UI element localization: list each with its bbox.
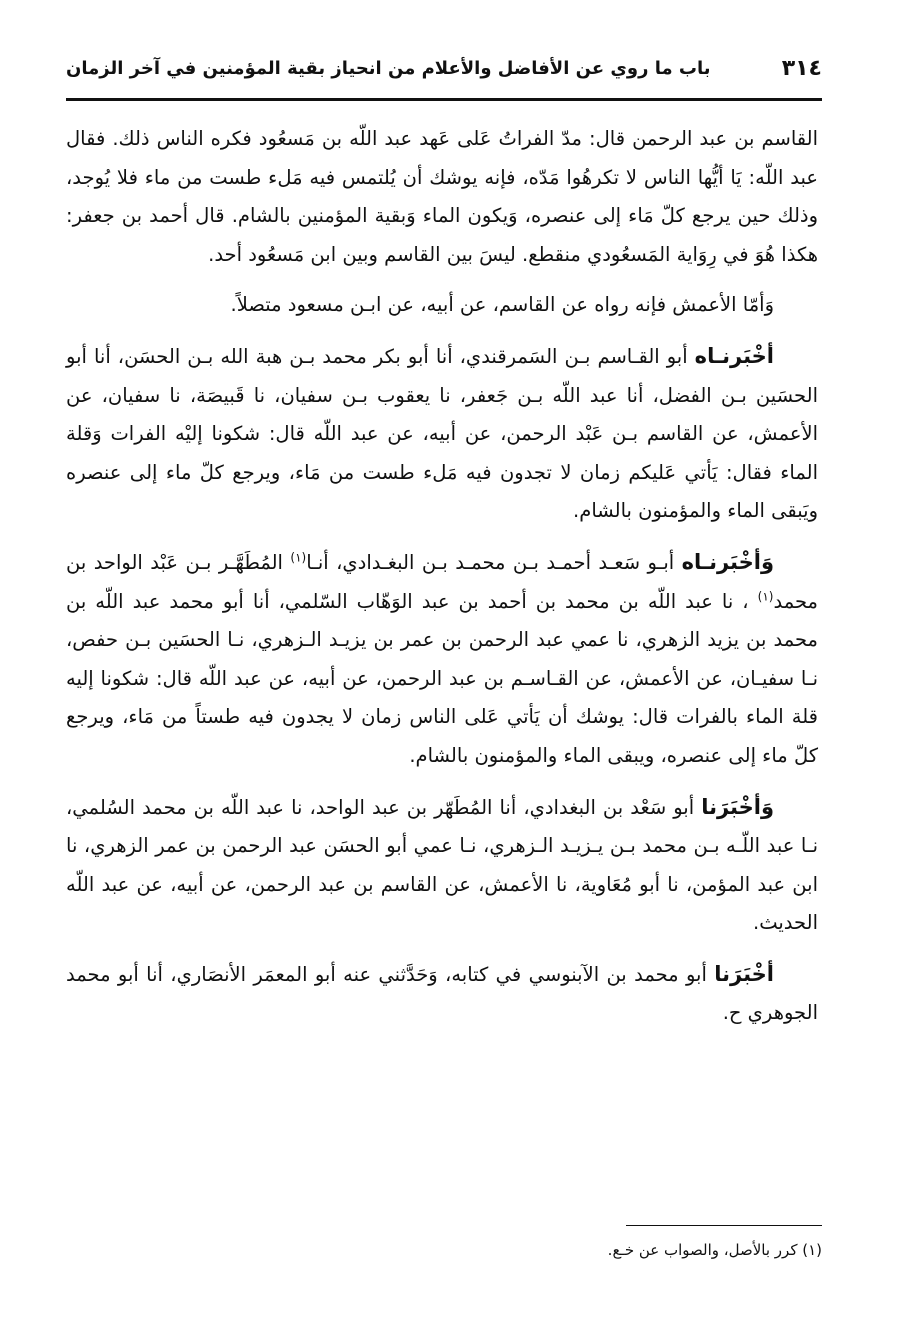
paragraph-lead-word: أخْبَرنـاه: [694, 343, 774, 368]
footnote-marker: (١): [757, 589, 774, 604]
paragraph: [66, 788, 818, 943]
paragraph-lead-word: وَأخْبَرنـاه: [681, 549, 774, 574]
paragraph: [66, 955, 818, 1033]
paragraph-lead-word: أخْبَرَنا: [714, 961, 774, 986]
paragraph-text: أبو القـاسم بـن السَمرقندي، أنا أبو بكر محمد بـن هبة الله بـن الحسَن، أنا أبو الحسَين بـن الفضل، أنا عبد اللّه بـن جَعفر، نا يعقوب بـن سفيان، نا قَبيصَة، نا سفيان، عن الأعمش، عن القاسم بـن عَبْد الرحمن، عن أبيه، عن عبد اللّه قال: شكونا إليْه الفرات وَقلة الماء فقال: يَأتي عَليكم زمان لا تجدون فيه مَلء طست من مَاء، ويرجع كلّ ماء إلى عنصره ويَبقى الماء والمؤمنون بالشام.: [66, 344, 818, 523]
paragraph-text: أبو محمد بن الآبنوسي في كتابه، وَحَدَّثني عنه أبو المعمَر الأنصَاري، أنا أبو محمد الجوهري ح.: [66, 962, 818, 1025]
running-title: باب ما روي عن الأفاضل والأعلام من انحياز بقية المؤمنين في آخر الزمان: [66, 58, 711, 79]
paragraph-text: وَأمّا الأعمش فإنه رواه عن القاسم، عن أبيه، عن ابـن مسعود متصلاً.: [230, 293, 774, 317]
footnote-marker: (١): [290, 550, 307, 565]
paragraph-text: ، نا عبد اللّه بن محمد بن أحمد بن عبد الوَهّاب السّلمي، أنا أبو محمد عبد اللّه بن محمد بن يزيد الزهري، نا عمي عبد الرحمن بن عمر بن يزيـد الـزهري، نـا الحسَين بـن حفص، نـا سفيـان، عن الأعمش، عن القـاسـم بن عبد الرحمن، عن أبيه، عن عبد اللّه قال: شكونا إليه قلة الماء بالفرات قال: يوشك أن يَأتي عَلى الناس زمان لا يجدون فيه طستاً من مَاء، ويرجع كلّ ماء إلى عنصره، ويبقى الماء والمؤمنون بالشام.: [66, 589, 818, 767]
footnote-rule: [626, 1225, 822, 1226]
paragraph-text: المُطَهَّـر بـن عَبْد الواحد بن محمد: [66, 550, 818, 613]
paragraph-text: أبو سَعْد بن البغدادي، أنا المُطَهّر بن عبد الواحد، نا عبد اللّه بن محمد السُلمي، نـا عبد اللّـه بـن محمد بـن يـزيـد الـزهري، نـا عمي أبو الحسَن عبد الرحمن بن عمر الزهري، نا ابن عبد المؤمن، نا أبو مُعَاوية، نا الأعمش، عن القاسم بن عبد الرحمن، عن أبيه، عن عبد اللّه الحديث.: [66, 795, 818, 935]
footnote: (١) كرر بالأصل، والصواب عن خـع.: [607, 1241, 822, 1259]
paragraph: [66, 120, 818, 274]
paragraph-lead-word: وَأخْبَرَنا: [701, 794, 774, 819]
page-number: ٣١٤: [781, 56, 822, 81]
page-header: [66, 52, 822, 100]
paragraph-text: القاسم بن عبد الرحمن قال: مدّ الفراتُ عَلى عَهد عبد اللّه بن مَسعُود فكره الناس ذلك. فقال عبد اللّه: يَا أيُّها الناس لا تكرهُوا مَدّه، فإنه يوشك أن يُلتمس فيه مَلء طست من ماء فلا يُوجد، وذلك حين يرجع كلّ مَاء إلى عنصره، وَيكون الماء وَبقية المؤمنين بالشام. قال أحمد بن جعفر: هكذا هُوَ في رِوَاية المَسعُودي منقطع. ليسَ بين القاسم وبين ابن مَسعُود أحد.: [66, 127, 818, 266]
paragraph: [66, 286, 818, 325]
header-rule: [66, 98, 822, 101]
paragraph-text: أبـو سَعـد أحمـد بـن محمـد بـن البغـدادي، أنـا: [306, 550, 682, 574]
paragraph: [66, 337, 818, 531]
paragraph: [66, 543, 818, 776]
main-text: [66, 120, 818, 1033]
